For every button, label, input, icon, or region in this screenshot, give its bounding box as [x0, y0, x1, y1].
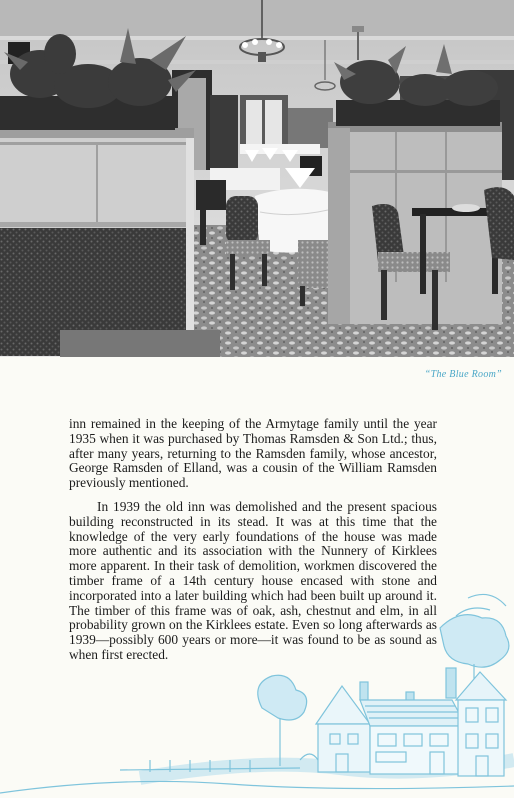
paragraph-2: In 1939 the old inn was demolished and the present spacious building reconstructed in its stead. It was at this time that the knowledge of the very early foundations of the house was made more authentic and its association with the Nunnery of Kirklees more apparent. In their task of demolition, workmen discovered the timber frame of a 14th century house encased with stone and incorporated into a later building which had been built up around it. The timber of this frame was of oak, ash, chestnut and elm, in all probability grown on the Kirklees estate. Even so long afterwards as 1939—possibly 600 years or more—it was found to be as sound as when first erected.: [69, 498, 437, 662]
blue-room-photo: [0, 0, 514, 357]
photo-caption: “The Blue Room”: [424, 369, 502, 380]
inn-sketch-illustration: [0, 588, 514, 798]
paragraph-1: inn remained in the keeping of the Armytage family until the year 1935 when it was purchased by Thomas Ramsden & Son Ltd.; thus, after many years, returning to the Ramsden family, whose ancestor, George Ramsden of Elland, was a cousin of the William Ramsden previously mentioned.: [69, 416, 437, 491]
